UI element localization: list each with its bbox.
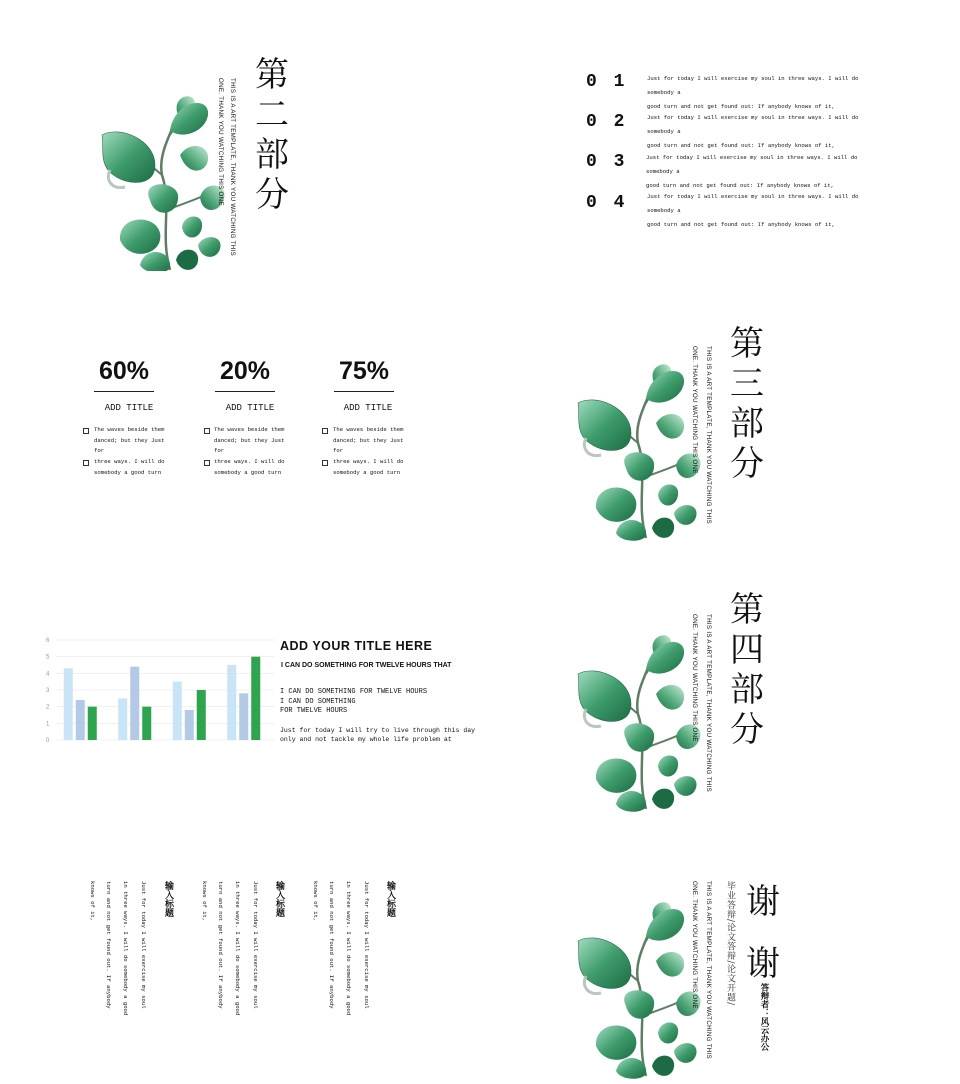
y-tick-label: 0 xyxy=(46,738,50,744)
bullet-text: three ways. I will do somebody a good turn xyxy=(94,458,165,476)
bullet-square xyxy=(204,428,210,434)
section-caption xyxy=(704,346,713,524)
bar xyxy=(64,668,73,740)
item-number: 0 3 xyxy=(586,152,628,172)
column-text xyxy=(249,881,261,1009)
title-char: 第 xyxy=(255,55,289,95)
slide-part-3[interactable] xyxy=(480,271,960,542)
caption-line-b: ONE. THANK YOU WATCHING THIS ONE xyxy=(691,614,698,742)
y-tick-label: 6 xyxy=(46,638,50,644)
caption-line-a: THIS IS A ART TEMPLATE, THANK YOU WATCHING THIS xyxy=(229,78,236,256)
column-line: turn and not get found out. If anybody xyxy=(328,881,335,1009)
slide-part-4[interactable] xyxy=(480,542,960,813)
caption-line-a: THIS IS A ART TEMPLATE, THANK YOU WATCHING THIS xyxy=(705,881,712,1059)
slide-percentages[interactable] xyxy=(0,271,480,542)
caption-line-b: ONE. THANK YOU WATCHING THIS ONE xyxy=(217,78,224,206)
bar xyxy=(142,707,151,740)
column-text xyxy=(119,881,131,1015)
thanks-title xyxy=(746,871,786,995)
title-char: 四 xyxy=(730,630,764,670)
plant-illustration xyxy=(576,363,706,542)
thanks-subtitle xyxy=(724,881,737,1006)
bar-chart xyxy=(38,634,278,754)
caption-line-a: THIS IS A ART TEMPLATE, THANK YOU WATCHING THIS xyxy=(705,346,712,524)
presenter-text: 答辩者：风云办公 xyxy=(759,983,769,1051)
column-heading: 输入标题 xyxy=(385,881,395,917)
title-char: 部 xyxy=(730,670,764,710)
column-heading: 输入标题 xyxy=(163,881,173,917)
item-line: Just for today I will exercise my soul in three ways. I will do somebody a xyxy=(647,193,859,214)
bar xyxy=(227,665,236,740)
bar xyxy=(251,657,260,740)
bullet-square xyxy=(83,428,89,434)
column-line: Just for today I will exercise my soul xyxy=(140,881,147,1009)
bullet-text: The waves beside them danced; but they Just for xyxy=(94,426,165,454)
block-title: ADD TITLE xyxy=(104,403,154,413)
item-text xyxy=(646,151,876,193)
item-line: good turn and not get found out: If anybody knows of it, xyxy=(646,182,834,189)
column-text xyxy=(325,881,337,1009)
title-char: 谢 xyxy=(746,882,780,922)
column-line: Just for today I will exercise my soul xyxy=(252,881,259,1009)
para-line: I CAN DO SOMETHING FOR TWELVE HOURS xyxy=(280,688,428,696)
bar xyxy=(185,710,194,740)
title-char: 分 xyxy=(730,444,764,484)
plant-illustration xyxy=(100,95,230,271)
section-title xyxy=(730,324,770,484)
title-char: 第 xyxy=(730,324,764,364)
item-line: Just for today I will exercise my soul in three ways. I will do somebody a xyxy=(646,154,858,175)
section-title xyxy=(730,590,770,750)
chart-subheading: I CAN DO SOMETHING FOR TWELVE HOURS THAT xyxy=(281,662,452,669)
title-char: 三 xyxy=(730,364,764,404)
divider xyxy=(94,391,154,392)
item-number: 0 2 xyxy=(586,112,628,132)
para-line: I CAN DO SOMETHING xyxy=(280,697,356,706)
plant-illustration xyxy=(576,901,706,1081)
column-text xyxy=(309,881,321,921)
item-text xyxy=(647,190,877,232)
item-text xyxy=(647,72,877,114)
bullet-text: three ways. I will do somebody a good turn xyxy=(333,458,404,476)
column-line: turn and not get found out. If anybody xyxy=(217,881,224,1009)
title-char: 第 xyxy=(730,590,764,630)
column-line: in three ways. I will do somebody a good xyxy=(345,881,352,1016)
item-line: good turn and not get found out: If anybody knows of it, xyxy=(647,221,835,228)
title-char: 部 xyxy=(730,404,764,444)
title-char: 二 xyxy=(255,95,289,135)
slide-numbered-list[interactable] xyxy=(480,0,960,271)
section-caption xyxy=(228,78,237,256)
bullet-square xyxy=(204,460,210,466)
section-caption xyxy=(690,614,699,742)
item-line: Just for today I will exercise my soul in three ways. I will do somebody a xyxy=(647,75,859,96)
presenter xyxy=(758,983,770,1051)
bar xyxy=(239,693,248,740)
bar xyxy=(130,667,139,740)
column-text xyxy=(102,881,114,1009)
column-text xyxy=(231,881,243,1015)
slide-thanks[interactable] xyxy=(480,813,960,1084)
section-caption xyxy=(704,881,713,1059)
column-line: in three ways. I will do somebody a good xyxy=(122,881,129,1016)
title-char: 部 xyxy=(255,135,289,175)
y-tick-label: 2 xyxy=(46,704,50,711)
section-caption xyxy=(690,881,699,1009)
para-line: only and not tackle my whole life problem at xyxy=(280,736,452,743)
item-line: Just for today I will exercise my soul in three ways. I will do somebody a xyxy=(647,114,859,135)
column-line: Just for today I will exercise my soul xyxy=(363,881,370,1009)
slide-part-2[interactable] xyxy=(0,0,480,271)
column-line: knows of it, xyxy=(89,881,96,922)
y-tick-label: 1 xyxy=(46,721,50,728)
block-title: ADD TITLE xyxy=(225,403,275,413)
section-caption xyxy=(704,614,713,792)
para-line: Just for today I will try to live through this day xyxy=(280,727,476,734)
column-line: in three ways. I will do somebody a good xyxy=(234,881,241,1016)
caption-line-a: THIS IS A ART TEMPLATE, THANK YOU WATCHING THIS xyxy=(705,614,712,792)
caption-line-b: ONE. THANK YOU WATCHING THIS ONE xyxy=(691,881,698,1009)
item-number: 0 4 xyxy=(586,193,628,213)
item-text xyxy=(647,111,877,153)
block-title: ADD TITLE xyxy=(343,403,393,413)
bar xyxy=(76,700,85,740)
title-char: 谢 xyxy=(746,944,780,984)
item-line: good turn and not get found out: If anybody knows of it, xyxy=(647,142,835,149)
percent-value: 75% xyxy=(338,357,390,385)
column-text xyxy=(86,881,98,921)
slide-columns[interactable] xyxy=(0,813,480,1084)
column-text xyxy=(137,881,149,1009)
title-char: 分 xyxy=(255,175,289,215)
column-line: knows of it, xyxy=(312,881,319,922)
percent-value: 60% xyxy=(98,357,150,385)
column-line: knows of it, xyxy=(201,881,208,922)
y-tick-label: 4 xyxy=(46,671,50,678)
chart-paragraph xyxy=(280,726,475,744)
bullet-text: The waves beside them danced; but they Just for xyxy=(333,426,404,454)
chart-paragraph xyxy=(280,688,427,717)
subtitle-text: 毕业答辩/论文答辩/论文开题/ xyxy=(725,881,735,1006)
section-title xyxy=(255,55,295,215)
column-text xyxy=(360,881,372,1009)
bullet-square xyxy=(322,428,328,434)
bullet-text: The waves beside them danced; but they Just for xyxy=(214,426,285,454)
y-tick-label: 5 xyxy=(46,654,50,661)
column-heading: 输入标题 xyxy=(274,881,284,917)
caption-line-b: ONE. THANK YOU WATCHING THIS ONE xyxy=(691,346,698,474)
column-line: turn and not get found out. If anybody xyxy=(105,881,112,1009)
column-text xyxy=(214,881,226,1009)
column-text xyxy=(342,881,354,1015)
plant-illustration xyxy=(576,634,706,813)
y-tick-label: 3 xyxy=(46,688,50,694)
item-line: good turn and not get found out: If anybody knows of it, xyxy=(647,103,835,110)
bullet-text: three ways. I will do somebody a good turn xyxy=(214,458,285,476)
percent-value: 20% xyxy=(219,357,271,385)
item-number: 0 1 xyxy=(586,72,628,92)
column-text xyxy=(198,881,210,921)
bullet-square xyxy=(322,460,328,466)
slide-chart[interactable] xyxy=(0,542,480,813)
para-line: FOR TWELVE HOURS xyxy=(280,707,348,715)
bullet-square xyxy=(83,460,89,466)
section-caption xyxy=(216,78,225,206)
bar xyxy=(197,690,206,740)
chart-heading: ADD YOUR TITLE HERE xyxy=(280,639,433,653)
divider xyxy=(334,391,394,392)
section-caption xyxy=(690,346,699,474)
divider xyxy=(215,391,275,392)
bar xyxy=(88,707,97,740)
bar xyxy=(118,698,127,740)
bar xyxy=(173,682,182,740)
title-char: 分 xyxy=(730,710,764,750)
